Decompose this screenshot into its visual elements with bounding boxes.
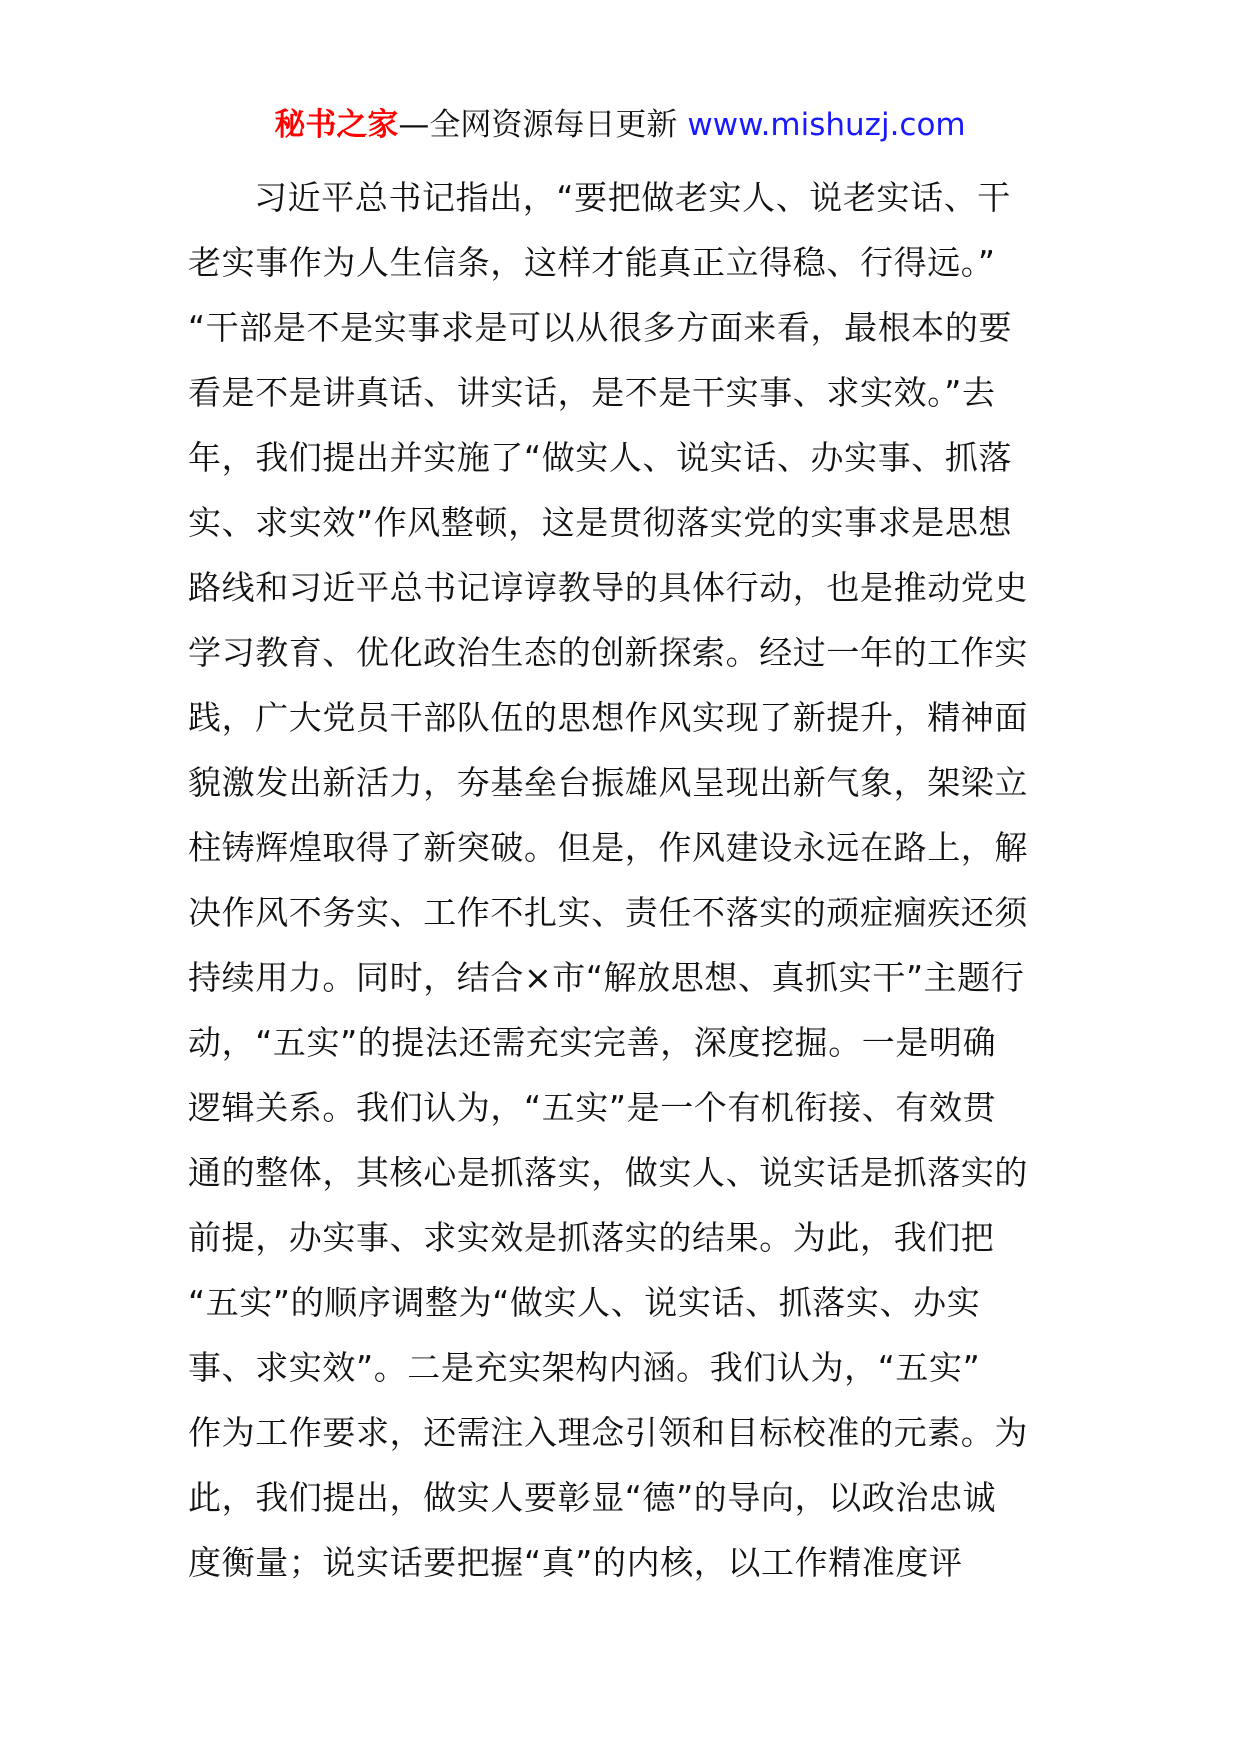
brand-name: 秘书之家 (274, 107, 399, 143)
paragraph-line: 动，“五实”的提法还需充实完善，深度挖掘。一是明确 (188, 1023, 997, 1062)
body-paragraph (188, 165, 1054, 1595)
paragraph-line: 事、求实效”。二是充实架构内涵。我们认为，“五实” (188, 1348, 981, 1387)
paragraph-line: 柱铸辉煌取得了新突破。但是，作风建设永远在路上，解 (188, 828, 1028, 867)
paragraph-line: 通的整体，其核心是抓落实，做实人、说实话是抓落实的 (188, 1153, 1028, 1192)
paragraph-line: 践，广大党员干部队伍的思想作风实现了新提升，精神面 (188, 698, 1028, 737)
paragraph-line: 决作风不务实、工作不扎实、责任不落实的顽症痼疾还须 (188, 893, 1028, 932)
paragraph-line: 老实事作为人生信条，这样才能真正立得稳、行得远。” (188, 243, 996, 282)
paragraph-line: 年，我们提出并实施了“做实人、说实话、办实事、抓落 (188, 438, 1013, 477)
paragraph-line: 持续用力。同时，结合×市“解放思想、真抓实干”主题行 (188, 958, 1025, 997)
paragraph-line: “干部是不是实事求是可以从很多方面来看，最根本的要 (188, 308, 1013, 347)
paragraph-line: 学习教育、优化政治生态的创新探索。经过一年的工作实 (188, 633, 1028, 672)
site-url-link[interactable]: www.mishuzj.com (687, 107, 966, 143)
page-header (0, 103, 1240, 147)
paragraph-line: 看是不是讲真话、讲实话，是不是干实事、求实效。”去 (188, 373, 996, 412)
paragraph-line: 此，我们提出，做实人要彰显“德”的导向，以政治忠诚 (188, 1478, 997, 1517)
paragraph-line: 路线和习近平总书记谆谆教导的具体行动，也是推动党史 (188, 568, 1028, 607)
paragraph-line: 逻辑关系。我们认为，“五实”是一个有机衔接、有效贯 (188, 1088, 997, 1127)
header-tagline: —全网资源每日更新 (398, 107, 678, 143)
paragraph-line: 习近平总书记指出，“要把做老实人、说老实话、干 (254, 178, 1011, 217)
paragraph-line: 作为工作要求，还需注入理念引领和目标校准的元素。为 (188, 1413, 1028, 1452)
paragraph-line: 度衡量；说实话要把握“真”的内核，以工作精准度评 (188, 1543, 963, 1582)
paragraph-line: 前提，办实事、求实效是抓落实的结果。为此，我们把 (188, 1218, 995, 1257)
paragraph-line: 貌激发出新活力，夯基垒台振雄风呈现出新气象，架梁立 (188, 763, 1028, 802)
paragraph-line: 实、求实效”作风整顿，这是贯彻落实党的实事求是思想 (188, 503, 1013, 542)
paragraph-line: “五实”的顺序调整为“做实人、说实话、抓落实、办实 (188, 1283, 981, 1322)
